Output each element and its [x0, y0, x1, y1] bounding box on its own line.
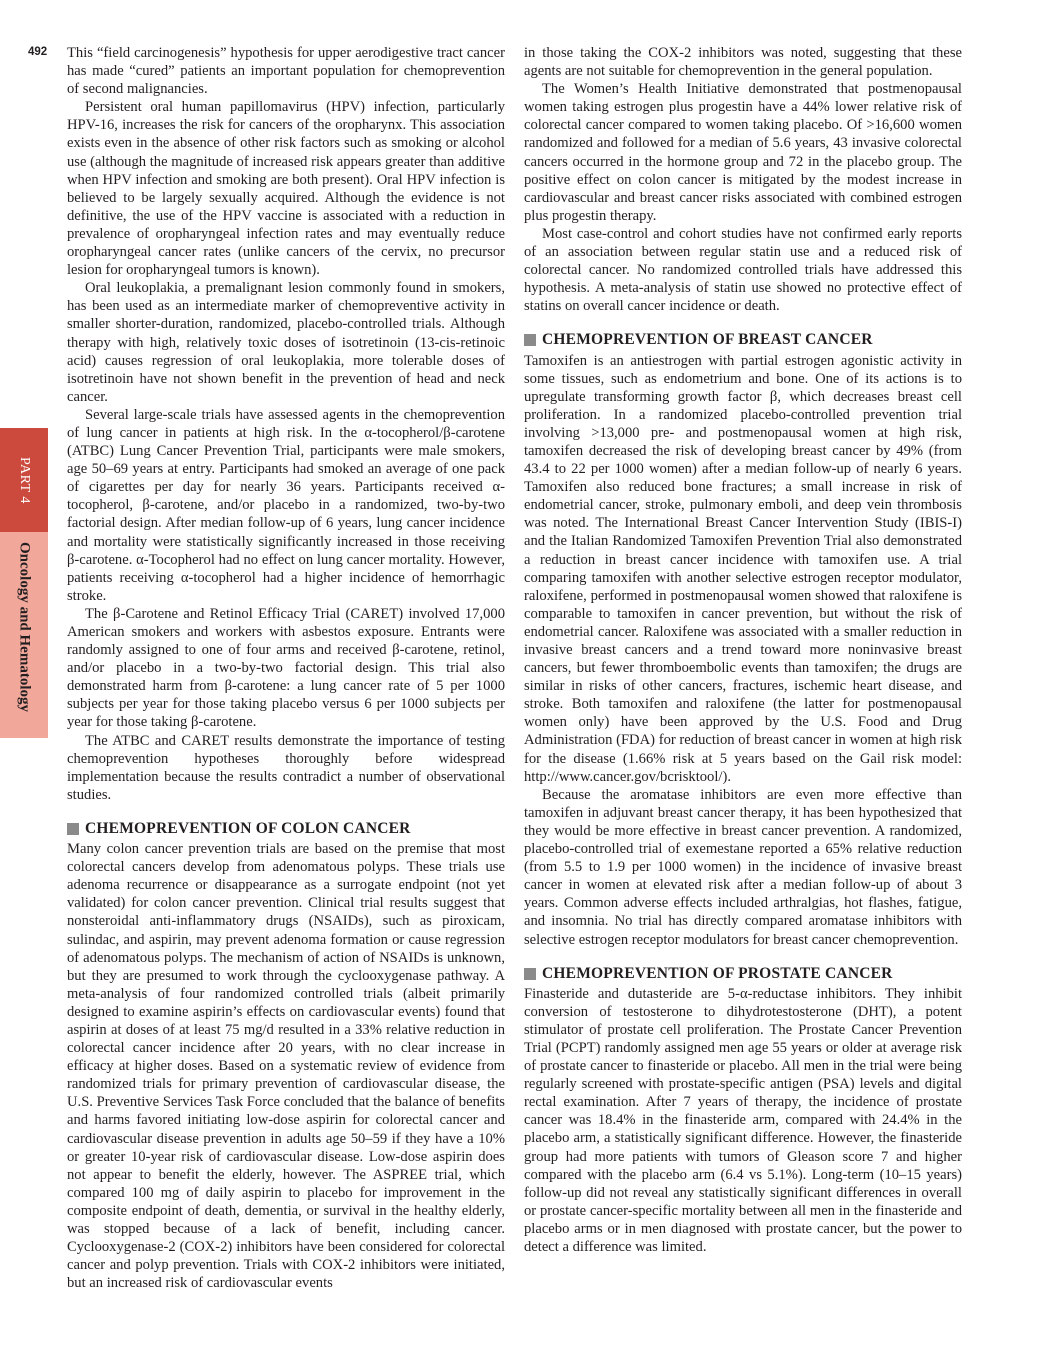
- paragraph: Oral leukoplakia, a premalignant lesion commonly found in smokers, has been used as an intermediate marker of chemopreventive activity in smaller shorter-duration, randomized, placebo-controlled trials. Although therapy with high, relatively toxic doses of isotretinoin (13-cis-retinoic acid) causes regression of oral leukoplakia, more tolerable doses of isotretinoin have not shown benefit in the prevention of head and neck cancer.: [67, 280, 505, 405]
- section-heading-prostate: [524, 965, 962, 983]
- paragraph: This “field carcinogenesis” hypothesis for upper aerodigestive tract cancer has made “cured” patients an important population for chemoprevention of second malignancies.: [67, 45, 505, 98]
- section-heading-colon: [67, 820, 505, 838]
- paragraph: Most case-control and cohort studies have not confirmed early reports of an association between regular statin use and a reduced risk of colorectal cancer. No randomized controlled trials have addressed this hypothesis. A meta-analysis of statin use showed no protective effect of statins on overall cancer incidence or death.: [524, 225, 962, 315]
- right-column: [524, 44, 962, 1256]
- paragraph: The Women’s Health Initiative demonstrated that postmenopausal women taking estrogen plus progestin have a 44% lower relative risk of colorectal cancer compared to women taking placebo. Of >16,600 women randomized and followed for a median of 5.6 years, 43 invasive colorectal cancers occurred in the hormone group and 72 in the placebo group. The positive effect on colon cancer is mitigated by the modest increase in cardiovascular and breast cancer risks associated with combined estrogen plus progestin therapy.: [524, 81, 962, 224]
- paragraph: Finasteride and dutasteride are 5-α-reductase inhibitors. They inhibit conversion of testosterone to dihydrotestosterone (DHT), a potent stimulator of prostate cell proliferation. The Prostate Cancer Prevention Trial (PCPT) randomly assigned men age 55 years or older at average risk of prostate cancer to finasteride or placebo. All men in the trial were being regularly screened with prostate-specific antigen (PSA) levels and digital rectal examination. After 7 years of therapy, the incidence of prostate cancer was 18.4% in the finasteride arm, compared with 24.4% in the placebo arm, a statistically significant difference. However, the finasteride group had more patients with tumors of Gleason score 7 and higher compared with the placebo arm (6.4 vs 5.1%). Long-term (10–15 years) follow-up did not reveal any statistically significant differences in overall or prostate cancer-specific mortality between all men in the finasteride and placebo arms or in men diagnosed with prostate cancer, but the power to detect a difference was limited.: [524, 985, 962, 1255]
- section-heading-text: CHEMOPREVENTION OF BREAST CANCER: [542, 331, 873, 349]
- paragraph: The ATBC and CARET results demonstrate the importance of testing chemoprevention hypotheses thoroughly before widespread implementation because the results contradict a number of observational studies.: [67, 732, 505, 803]
- paragraph: Persistent oral human papillomavirus (HPV) infection, particularly HPV-16, increases the risk for cancers of the oropharynx. This association exists even in the absence of other risk factors such as smoking or alcohol use (although the magnitude of increased risk appears greater than additive when HPV infection and smoking are both present). Oral HPV infection is believed to be largely sexually acquired. Although the evidence is not definitive, the use of the HPV vaccine is associated with a reduction in prevalence of oropharyngeal infection rates and may eventually reduce oropharyngeal cancer rates (unlike cancers of the cervix, no precursor lesion for oropharyngeal tumors is known).: [67, 99, 505, 279]
- side-tab-part: [0, 428, 48, 532]
- side-tab: [0, 428, 48, 738]
- heading-square-icon: [524, 968, 536, 980]
- paragraph: in those taking the COX-2 inhibitors was noted, suggesting that these agents are not suitable for chemoprevention in the general population.: [524, 45, 962, 80]
- section-heading-breast: [524, 331, 962, 349]
- paragraph: Tamoxifen is an antiestrogen with partial estrogen agonistic activity in some tissues, such as endometrium and bone. One of its actions is to upregulate transforming growth factor β, which decreases breast cell proliferation. In a randomized placebo-controlled prevention trial involving >13,000 pre- and postmenopausal women at high risk, tamoxifen decreased the risk of developing breast cancer by 49% (from 43.4 to 22 per 1000 women) after a median follow-up of nearly 6 years. Tamoxifen also reduced bone fractures; a small increase in risk of endometrial cancer, stroke, pulmonary emboli, and deep vein thrombosis was noted. The International Breast Cancer Intervention Study (IBIS-I) and the Italian Randomized Tamoxifen Prevention Trial also demonstrated a reduction in breast cancer incidence with tamoxifen use. A trial comparing tamoxifen with another selective estrogen receptor modulator, raloxifene, performed in postmenopausal women showed that raloxifene is comparable to tamoxifen in cancer prevention, but without the risk of endometrial cancer. Raloxifene was associated with a smaller reduction in invasive breast cancers and a trend toward more noninvasive breast cancers, but fewer thromboembolic events than tamoxifen; the drugs are similar in risks of other cancers, fractures, ischemic heart disease, and stroke. Both tamoxifen and raloxifene (the latter for postmenopausal women only) have been approved by the U.S. Food and Drug Administration (FDA) for reduction of breast cancer in women at high risk for the disease (1.66% risk at 5 years based on the Gail risk model: http://www.cancer.gov/bcrisktool/).: [524, 352, 962, 785]
- paragraph: Because the aromatase inhibitors are even more effective than tamoxifen in adjuvant breast cancer therapy, it has been hypothesized that they would be more effective in breast cancer prevention. A randomized, placebo-controlled trial of exemestane reported a 65% relative reduction (from 5.5 to 1.9 per 1000 women) in the incidence of invasive breast cancer in women at elevated risk after a median follow-up of about 3 years. Common adverse effects included arthralgias, hot flashes, fatigue, and insomnia. No trial has directly compared aromatase inhibitors with selective estrogen receptor modulators for breast cancer chemoprevention.: [524, 786, 962, 948]
- paragraph: The β-Carotene and Retinol Efficacy Trial (CARET) involved 17,000 American smokers and workers with asbestos exposure. Entrants were randomly assigned to one of four arms and received β-carotene, retinol, and/or placebo in a two-by-two factorial design. This trial also demonstrated harm from β-carotene: a lung cancer rate of 5 per 1000 subjects per year for those taking placebo versus 6 per 1000 subjects per year for those taking β-carotene.: [67, 605, 505, 731]
- side-tab-part-label: PART 4: [17, 456, 32, 504]
- paragraph: Many colon cancer prevention trials are based on the premise that most colorectal cancers develop from adenomatous polyps. These trials use adenoma recurrence or disappearance as a surrogate endpoint (not yet validated) for colon cancer prevention. Clinical trial results suggest that nonsteroidal anti-inflammatory drugs (NSAIDs), such as piroxicam, sulindac, and aspirin, may prevent adenoma formation or cause regression of adenomatous polyps. The mechanism of action of NSAIDs is unknown, but they are presumed to work through the cyclooxygenase pathway. A meta-analysis of four randomized controlled trials (albeit primarily designed to examine aspirin’s effects on cardiovascular events) found that aspirin at doses of at least 75 mg/d resulted in a 33% relative reduction in colorectal cancer incidence after 20 years, with no clear increase in efficacy at higher doses. Based on a systematic review of evidence from randomized trials for primary prevention of cardiovascular disease, the U.S. Preventive Services Task Force concluded that the balance of benefits and harms favored initiating low-dose aspirin for colorectal cancer and cardiovascular disease prevention in adults age 50–59 if they have a 10% or greater 10-year risk of cardiovascular disease. Low-dose aspirin does not appear to benefit the elderly, however. The ASPREE trial, which compared 100 mg of daily aspirin to placebo for improvement in the composite endpoint of death, dementia, or survival in the healthy elderly, was stopped because of a lack of benefit, including cancer. Cyclooxygenase-2 (COX-2) inhibitors have been considered for colorectal cancer and polyp prevention. Trials with COX-2 inhibitors were initiated, but an increased risk of cardiovascular events: [67, 841, 505, 1292]
- heading-square-icon: [524, 334, 536, 346]
- side-tab-topic-label: Oncology and Hematology: [16, 542, 33, 713]
- section-heading-text: CHEMOPREVENTION OF PROSTATE CANCER: [542, 964, 893, 982]
- page-number: 492: [28, 46, 48, 58]
- heading-square-icon: [67, 823, 79, 835]
- section-heading-text: CHEMOPREVENTION OF COLON CANCER: [85, 819, 411, 837]
- left-column: [67, 44, 505, 1292]
- side-tab-topic: [0, 532, 48, 738]
- paragraph: Several large-scale trials have assessed agents in the chemoprevention of lung cancer in patients at high risk. In the α-tocopherol/β-carotene (ATBC) Lung Cancer Prevention Trial, participants were male smokers, age 50–69 years at entry. Participants had smoked an average of one pack of cigarettes per day for nearly 36 years. Participants received α-tocopherol, β-carotene, and/or placebo in a randomized, two-by-two factorial design. After median follow-up of 6 years, lung cancer incidence and mortality were statistically significantly increased in those receiving β-carotene. α-Tocopherol had no effect on lung cancer mortality. However, patients receiving α-tocopherol had a higher incidence of hemorrhagic stroke.: [67, 406, 505, 604]
